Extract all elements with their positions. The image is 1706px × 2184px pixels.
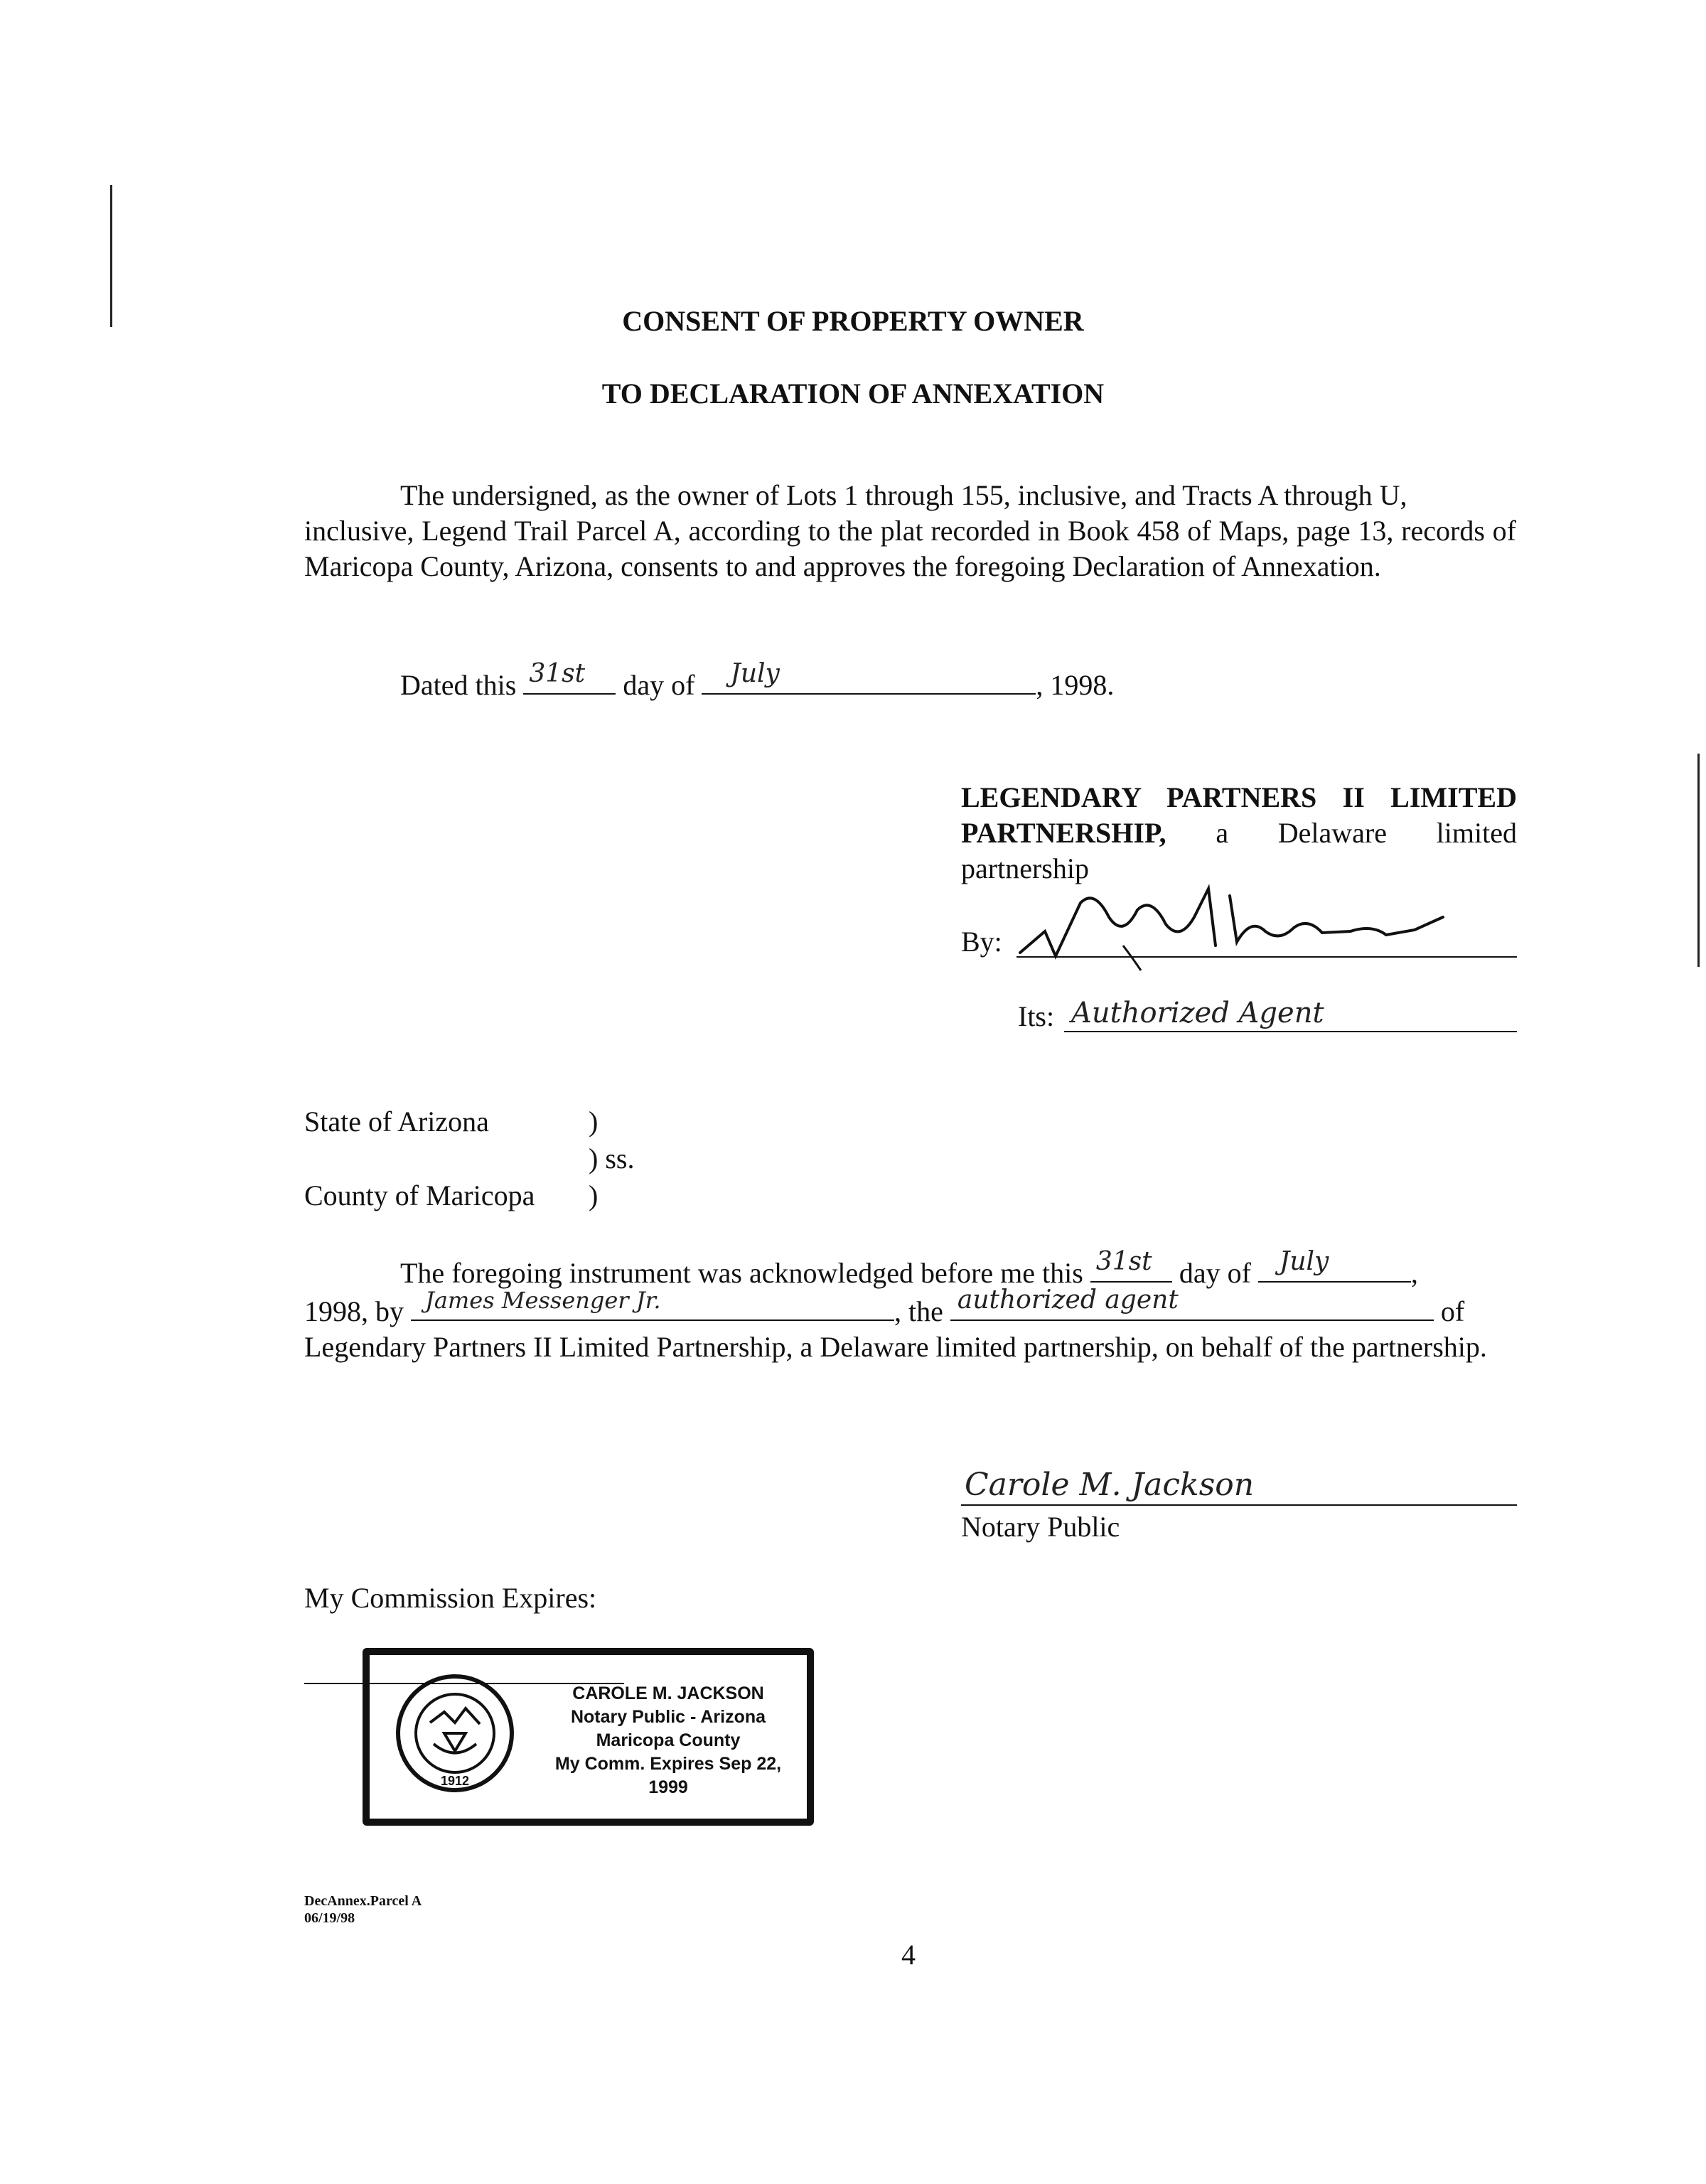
- state-seal-icon: [395, 1673, 515, 1794]
- ack-part-2: day of: [1179, 1257, 1251, 1289]
- notary-signature-handwriting: Carole M. Jackson: [965, 1467, 1255, 1503]
- dated-month-handwriting: July: [730, 659, 780, 688]
- dated-day-field: [523, 659, 616, 695]
- signatory-name-rest: a Delaware limited partnership: [961, 817, 1518, 884]
- by-label: By:: [961, 926, 1002, 958]
- title-line-2: TO DECLARATION OF ANNEXATION: [601, 378, 1105, 410]
- dated-month-field: [702, 659, 1036, 695]
- consent-paragraph: [304, 478, 1516, 584]
- its-line: [1064, 1031, 1517, 1032]
- dated-line: [400, 659, 1115, 703]
- venue-state: State of Arizona: [304, 1106, 489, 1138]
- ack-part-7: Legendary Partners II Limited Partnership, a Delaware limited partnership, on behalf of the partnership.: [304, 1331, 1487, 1363]
- ack-part-3: ,: [1410, 1257, 1418, 1289]
- dated-prefix: Dated this: [400, 669, 517, 701]
- ack-by-field: [411, 1287, 894, 1321]
- ack-part-6: of: [1440, 1295, 1465, 1327]
- venue-county: County of Maricopa: [304, 1179, 535, 1211]
- signatory-block: [961, 780, 1517, 887]
- acknowledgment-paragraph: [304, 1247, 1516, 1365]
- file-ref-name: DecAnnex.Parcel A: [304, 1893, 422, 1909]
- its-handwriting: Authorized Agent: [1071, 997, 1324, 1029]
- stamp-line-1: CAROLE M. JACKSON: [572, 1684, 764, 1703]
- ack-month-field: [1258, 1247, 1411, 1283]
- ack-part-1: The foregoing instrument was acknowledged before me this: [400, 1257, 1083, 1289]
- stamp-line-4: My Comm. Expires Sep 22, 1999: [554, 1754, 782, 1797]
- ack-part-4: 1998, by: [304, 1295, 404, 1327]
- notary-signature-line: [961, 1504, 1517, 1506]
- ack-title-handwriting: authorized agent: [957, 1285, 1179, 1315]
- ack-month-handwriting: July: [1279, 1247, 1329, 1276]
- file-ref-date: 06/19/98: [304, 1910, 355, 1926]
- venue-block: [304, 1104, 731, 1218]
- venue-ss: ) ss.: [589, 1142, 635, 1174]
- ack-title-field: [950, 1285, 1434, 1321]
- ack-day-handwriting: 31st: [1095, 1247, 1152, 1276]
- signatory-name-bold: LEGENDARY PARTNERS II LIMITED PARTNERSHIP,: [961, 781, 1517, 849]
- its-label: Its:: [1018, 1000, 1055, 1032]
- notary-stamp: [363, 1648, 814, 1826]
- consent-rest: inclusive, Legend Trail Parcel A, according to the plat recorded in Book 458 of Maps, page 13, records of Maricopa County, Arizona, consents to and approves the foregoing Declaration of Annexation.: [304, 515, 1516, 582]
- page-number: 4: [901, 1939, 916, 1971]
- dated-day-handwriting: 31st: [529, 659, 586, 688]
- commission-label: My Commission Expires:: [304, 1582, 597, 1614]
- dated-suffix: , 1998.: [1036, 669, 1115, 701]
- its-field: [1064, 997, 1517, 1031]
- stamp-line-2: Notary Public - Arizona: [570, 1707, 766, 1727]
- notary-signature-field: [961, 1465, 1517, 1504]
- venue-paren-1: ): [589, 1106, 599, 1138]
- file-reference: [304, 1893, 422, 1927]
- dated-middle: day of: [623, 669, 695, 701]
- signatory-name: [961, 780, 1517, 887]
- notary-public-label: Notary Public: [961, 1511, 1120, 1543]
- ack-part-5: , the: [894, 1295, 943, 1327]
- ack-day-field: [1090, 1247, 1172, 1283]
- title-line-1: CONSENT OF PROPERTY OWNER: [622, 305, 1084, 337]
- venue-paren-3: ): [589, 1179, 599, 1211]
- consent-line-1: The undersigned, as the owner of Lots 1 through 155, inclusive, and Tracts A through U,: [400, 479, 1407, 511]
- by-signature-scribble: [1016, 874, 1457, 974]
- stamp-text: [533, 1682, 803, 1799]
- ack-by-handwriting: James Messenger Jr.: [425, 1287, 661, 1314]
- ack-line-2: [304, 1285, 1516, 1329]
- stamp-line-3: Maricopa County: [596, 1730, 741, 1750]
- margin-scan-line: [1697, 754, 1700, 967]
- seal-year: 1912: [440, 1774, 470, 1788]
